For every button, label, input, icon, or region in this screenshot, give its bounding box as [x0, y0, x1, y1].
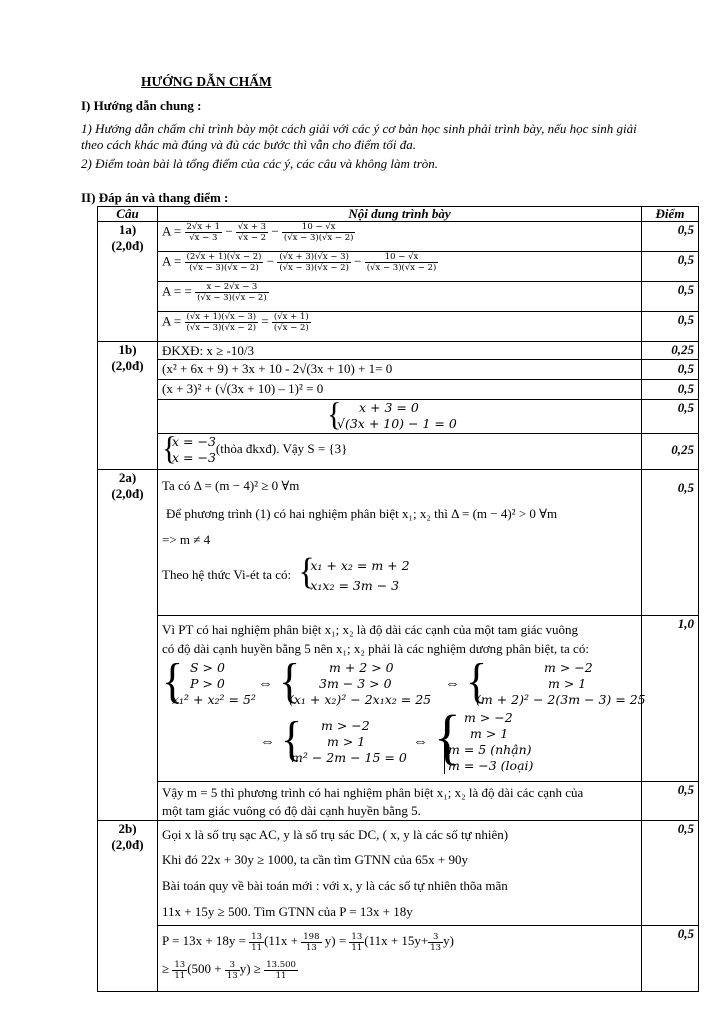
- score-cell: 0,25: [642, 434, 699, 470]
- condition-line: Để phương trình (1) có hai nghiệm phân biệt x₁; x₂ thì Δ = (m − 4)² > 0 ∀m: [166, 506, 558, 521]
- row-1a-step2: A = $\frac{(2√x + 1)(√x - 2)}{(√x - 3)(√x - 2)}$ − $\frac{(√x + 3)(√x - 3)}{(√x - 3)(√x - 2)}$ − $\frac{10 - √x}{(√x - 3)(√x - 2)}$: [158, 252, 642, 282]
- derivation-line2: [162, 703, 637, 774]
- system-line: m > −2: [464, 710, 513, 725]
- equation-system: [279, 654, 439, 709]
- text-line: Bài toán quy về bài toán mới : với x, y là các số tự nhiên thõa mãn: [162, 878, 508, 893]
- system-line: m + 2 > 0: [329, 660, 394, 675]
- table-row: [98, 342, 699, 360]
- system-line: m > −2: [321, 718, 370, 733]
- system-line: m > 1: [470, 726, 509, 741]
- score-cell: 0,5: [642, 312, 699, 342]
- fraction: $\frac{(√x + 1)}{(√x - 2)}$: [273, 312, 309, 333]
- equation-system: [466, 654, 646, 709]
- row-2b-part2: [158, 926, 642, 992]
- score-cell: 0,5: [642, 360, 699, 380]
- system-line: x + 3 = 0: [359, 400, 419, 415]
- system-line: m² − 2m − 15 = 0: [291, 750, 407, 765]
- score-cell: 0,5: [642, 926, 699, 992]
- row-1a-step3: [158, 282, 642, 312]
- text-line: 11x + 15y ≥ 500. Tìm GTNN của P = 13x + 18y: [162, 904, 413, 919]
- equation-system: [162, 654, 256, 709]
- question-1a: [98, 222, 158, 342]
- brace-icon: {: [327, 396, 342, 433]
- fraction: $\frac{(√x + 3)(√x - 3)}{(√x - 3)(√x - 2)}$: [279, 252, 349, 273]
- system-line: m > 1: [327, 734, 366, 749]
- row-1b-result: [158, 430, 642, 470]
- row-2a-part2: [158, 616, 646, 782]
- table-row: [98, 400, 699, 434]
- note1-line2: theo cách khác mà đúng và đủ các bước thì vẫn cho điểm tối đa.: [81, 137, 416, 152]
- system-line: (x₁ + x₂)² − 2x₁x₂ = 25: [289, 692, 432, 707]
- table-row: [98, 926, 699, 992]
- row-1b-condition: ĐKXĐ: x ≥ -10/3: [158, 342, 642, 360]
- derivation-line1: [162, 654, 646, 709]
- formula-prefix: A =: [162, 223, 182, 239]
- system-line: x₁² + x₂² = 5²: [172, 692, 256, 707]
- iff-icon: ⇔: [260, 733, 275, 750]
- question-points: (2,0đ): [111, 238, 144, 253]
- question-label: 1b): [118, 342, 137, 357]
- table-row: [98, 312, 699, 342]
- system-line: x₁x₂ = 3m − 3: [310, 578, 400, 593]
- table-header-row: [98, 207, 699, 222]
- table-row: [98, 252, 699, 282]
- system-line: m > −2: [544, 660, 593, 675]
- vieta-line: [162, 551, 637, 596]
- row-1b-step2: (x + 3)² + (√(3x + 10) – 1)² = 0: [158, 380, 642, 400]
- equation-system: [298, 551, 410, 596]
- question-label: 2a): [118, 470, 137, 485]
- row-2b-part1: [158, 821, 642, 926]
- iff-icon: ⇔: [445, 675, 460, 692]
- fraction: $\frac{2√x + 1}{√x - 3}$: [186, 222, 221, 243]
- intro-line: Vì PT có hai nghiệm phân biệt x₁; x₂ là độ dài các cạnh của một tam giác vuông: [162, 622, 579, 637]
- system-line: 3m − 3 > 0: [319, 676, 392, 691]
- table-row: [98, 434, 699, 470]
- result-text: (thỏa đkxđ). Vậy S = {3}: [215, 440, 348, 456]
- conclusion-line: một tam giác vuông có độ dài cạnh huyền bằng 5.: [162, 803, 421, 818]
- formula-prefix: A = =: [162, 283, 192, 299]
- intro-line: có độ dài cạnh huyền bằng 5 nên x₁; x₂ phải là các nghiệm dương phân biệt, ta có:: [162, 641, 589, 656]
- row-1a-step4: [158, 312, 642, 342]
- score-cell: 0,5: [642, 821, 699, 926]
- fraction: $\frac{10 - √x}{(√x - 3)(√x - 2)}$: [283, 222, 354, 243]
- delta-line: Ta có Δ = (m − 4)² ≥ 0 ∀m: [162, 478, 300, 493]
- system-line: (m + 2)² − 2(3m − 3) = 25: [476, 692, 646, 707]
- score-cell: 0,5: [642, 400, 699, 434]
- formula-prefix: A =: [162, 253, 182, 269]
- table-row: [98, 282, 699, 312]
- score-cell: 0,5: [642, 380, 699, 400]
- table-row: [98, 616, 699, 782]
- system-line: m = 5 (nhận): [444, 742, 554, 758]
- grading-table: [97, 206, 699, 992]
- system-line: m = −3 (loại): [444, 758, 554, 774]
- fraction: $\frac{√x + 3}{√x - 2}$: [237, 222, 267, 243]
- score-cell: 0,5: [642, 282, 699, 312]
- iff-icon: ⇔: [258, 675, 273, 692]
- score-cell: 0,5: [642, 252, 699, 282]
- system-line: √(3x + 10) − 1 = 0: [337, 416, 457, 431]
- brace-icon: {: [434, 703, 461, 772]
- result-line: => m ≠ 4: [162, 532, 211, 547]
- row-2a-part1: [158, 470, 642, 616]
- equation-system: [434, 703, 554, 774]
- table-row: [98, 380, 699, 400]
- table-row: [98, 782, 699, 821]
- equals-sign: =: [261, 313, 269, 329]
- header-question: Câu: [98, 207, 158, 222]
- fraction: $\frac{10 - √x}{(√x - 3)(√x - 2)}$: [366, 252, 437, 273]
- question-points: (2,0đ): [111, 837, 144, 852]
- equation-system: [162, 430, 216, 467]
- score-cell: 0,5: [642, 782, 699, 821]
- conclusion-line: Vậy m = 5 thì phương trình có hai nghiệm phân biệt x₁; x₂ là độ dài các cạnh của: [162, 785, 584, 800]
- text-line: Gọi x là số trụ sạc AC, y là số trụ sác DC, ( x, y là các số tự nhiên): [162, 827, 509, 842]
- system-line: x = −3: [172, 450, 216, 465]
- question-1b: [98, 342, 158, 470]
- iff-icon: ⇔: [413, 733, 428, 750]
- table-row: [98, 222, 699, 252]
- brace-icon: {: [162, 430, 177, 467]
- header-score: Điểm: [642, 207, 699, 222]
- system-line: x₁ + x₂ = m + 2: [310, 558, 410, 573]
- inequality-line1: P = 13x + 18y = $\frac{13}{11}$ (11x + $\frac{198}{13}$ y) = $\frac{13}{11}$ (11x + 15y+ $\frac{3}{13}$ y): [162, 931, 454, 953]
- row-1b-step1: (x² + 6x + 9) + 3x + 10 - 2√(3x + 10) + 1= 0: [158, 360, 642, 380]
- section1-heading: I) Hướng dẫn chung :: [81, 98, 202, 113]
- section2-heading: II) Đáp án và thang điểm :: [81, 190, 229, 205]
- question-label: 2b): [118, 821, 137, 836]
- brace-icon: {: [466, 654, 488, 709]
- note2: 2) Điểm toàn bài là tổng điểm của các ý, các câu và không làm tròn.: [81, 156, 439, 171]
- equation-system: [327, 396, 457, 433]
- brace-icon: {: [279, 654, 301, 709]
- brace-icon: {: [281, 712, 303, 767]
- text-line: Khi đó 22x + 30y ≥ 1000, ta cần tìm GTNN của 65x + 90y: [162, 852, 468, 867]
- brace-icon: {: [162, 654, 184, 709]
- system-line: S > 0: [190, 660, 225, 675]
- fraction: $\frac{x - 2√x - 3}{(√x - 3)(√x - 2)}$: [197, 282, 267, 303]
- score-cell: 0,5: [642, 470, 699, 616]
- table-row: [98, 470, 699, 616]
- inequality-line2: ≥ $\frac{13}{11}$ (500 + $\frac{3}{13}$ y) ≥ $\frac{13.500}{11}$: [162, 959, 296, 981]
- header-content: Nội dung trình bày: [158, 207, 642, 222]
- brace-icon: {: [298, 551, 315, 593]
- table-row: [98, 821, 699, 926]
- score-cell: 1,0: [642, 616, 699, 782]
- system-line: m > 1: [548, 676, 587, 691]
- question-2b: [98, 821, 158, 992]
- vieta-label: Theo hệ thức Vi-ét ta có:: [162, 566, 292, 582]
- question-2a: [98, 470, 158, 821]
- equation-system: [281, 712, 407, 767]
- row-2a-conclusion: [158, 782, 642, 821]
- question-label: 1a): [118, 222, 137, 237]
- row-1a-step1: A = $\frac{2√x + 1}{√x - 3}$ − $\frac{√x + 3}{√x - 2}$ − $\frac{10 - √x}{(√x - 3)(√x - 2)}$: [158, 222, 642, 252]
- page-title: HƯỚNG DẪN CHẤM: [141, 74, 272, 89]
- question-points: (2,0đ): [111, 358, 144, 373]
- question-points: (2,0đ): [111, 486, 144, 501]
- fraction: $\frac{(√x + 1)(√x - 3)}{(√x - 3)(√x - 2)}$: [186, 312, 257, 333]
- score-cell: 0,5: [642, 222, 699, 252]
- fraction: $\frac{(2√x + 1)(√x - 2)}{(√x - 3)(√x - 2)}$: [186, 252, 262, 273]
- formula-prefix: A =: [162, 313, 182, 329]
- row-1b-step3: [158, 396, 642, 434]
- score-cell: 0,25: [642, 342, 699, 360]
- note1-line1: 1) Hướng dẫn chấm chỉ trình bày một cách giải với các ý cơ bản học sinh phải trình bày, nếu học sinh giải: [81, 121, 637, 136]
- table-row: [98, 360, 699, 380]
- system-line: x = −3: [172, 434, 216, 449]
- system-line: P > 0: [190, 676, 225, 691]
